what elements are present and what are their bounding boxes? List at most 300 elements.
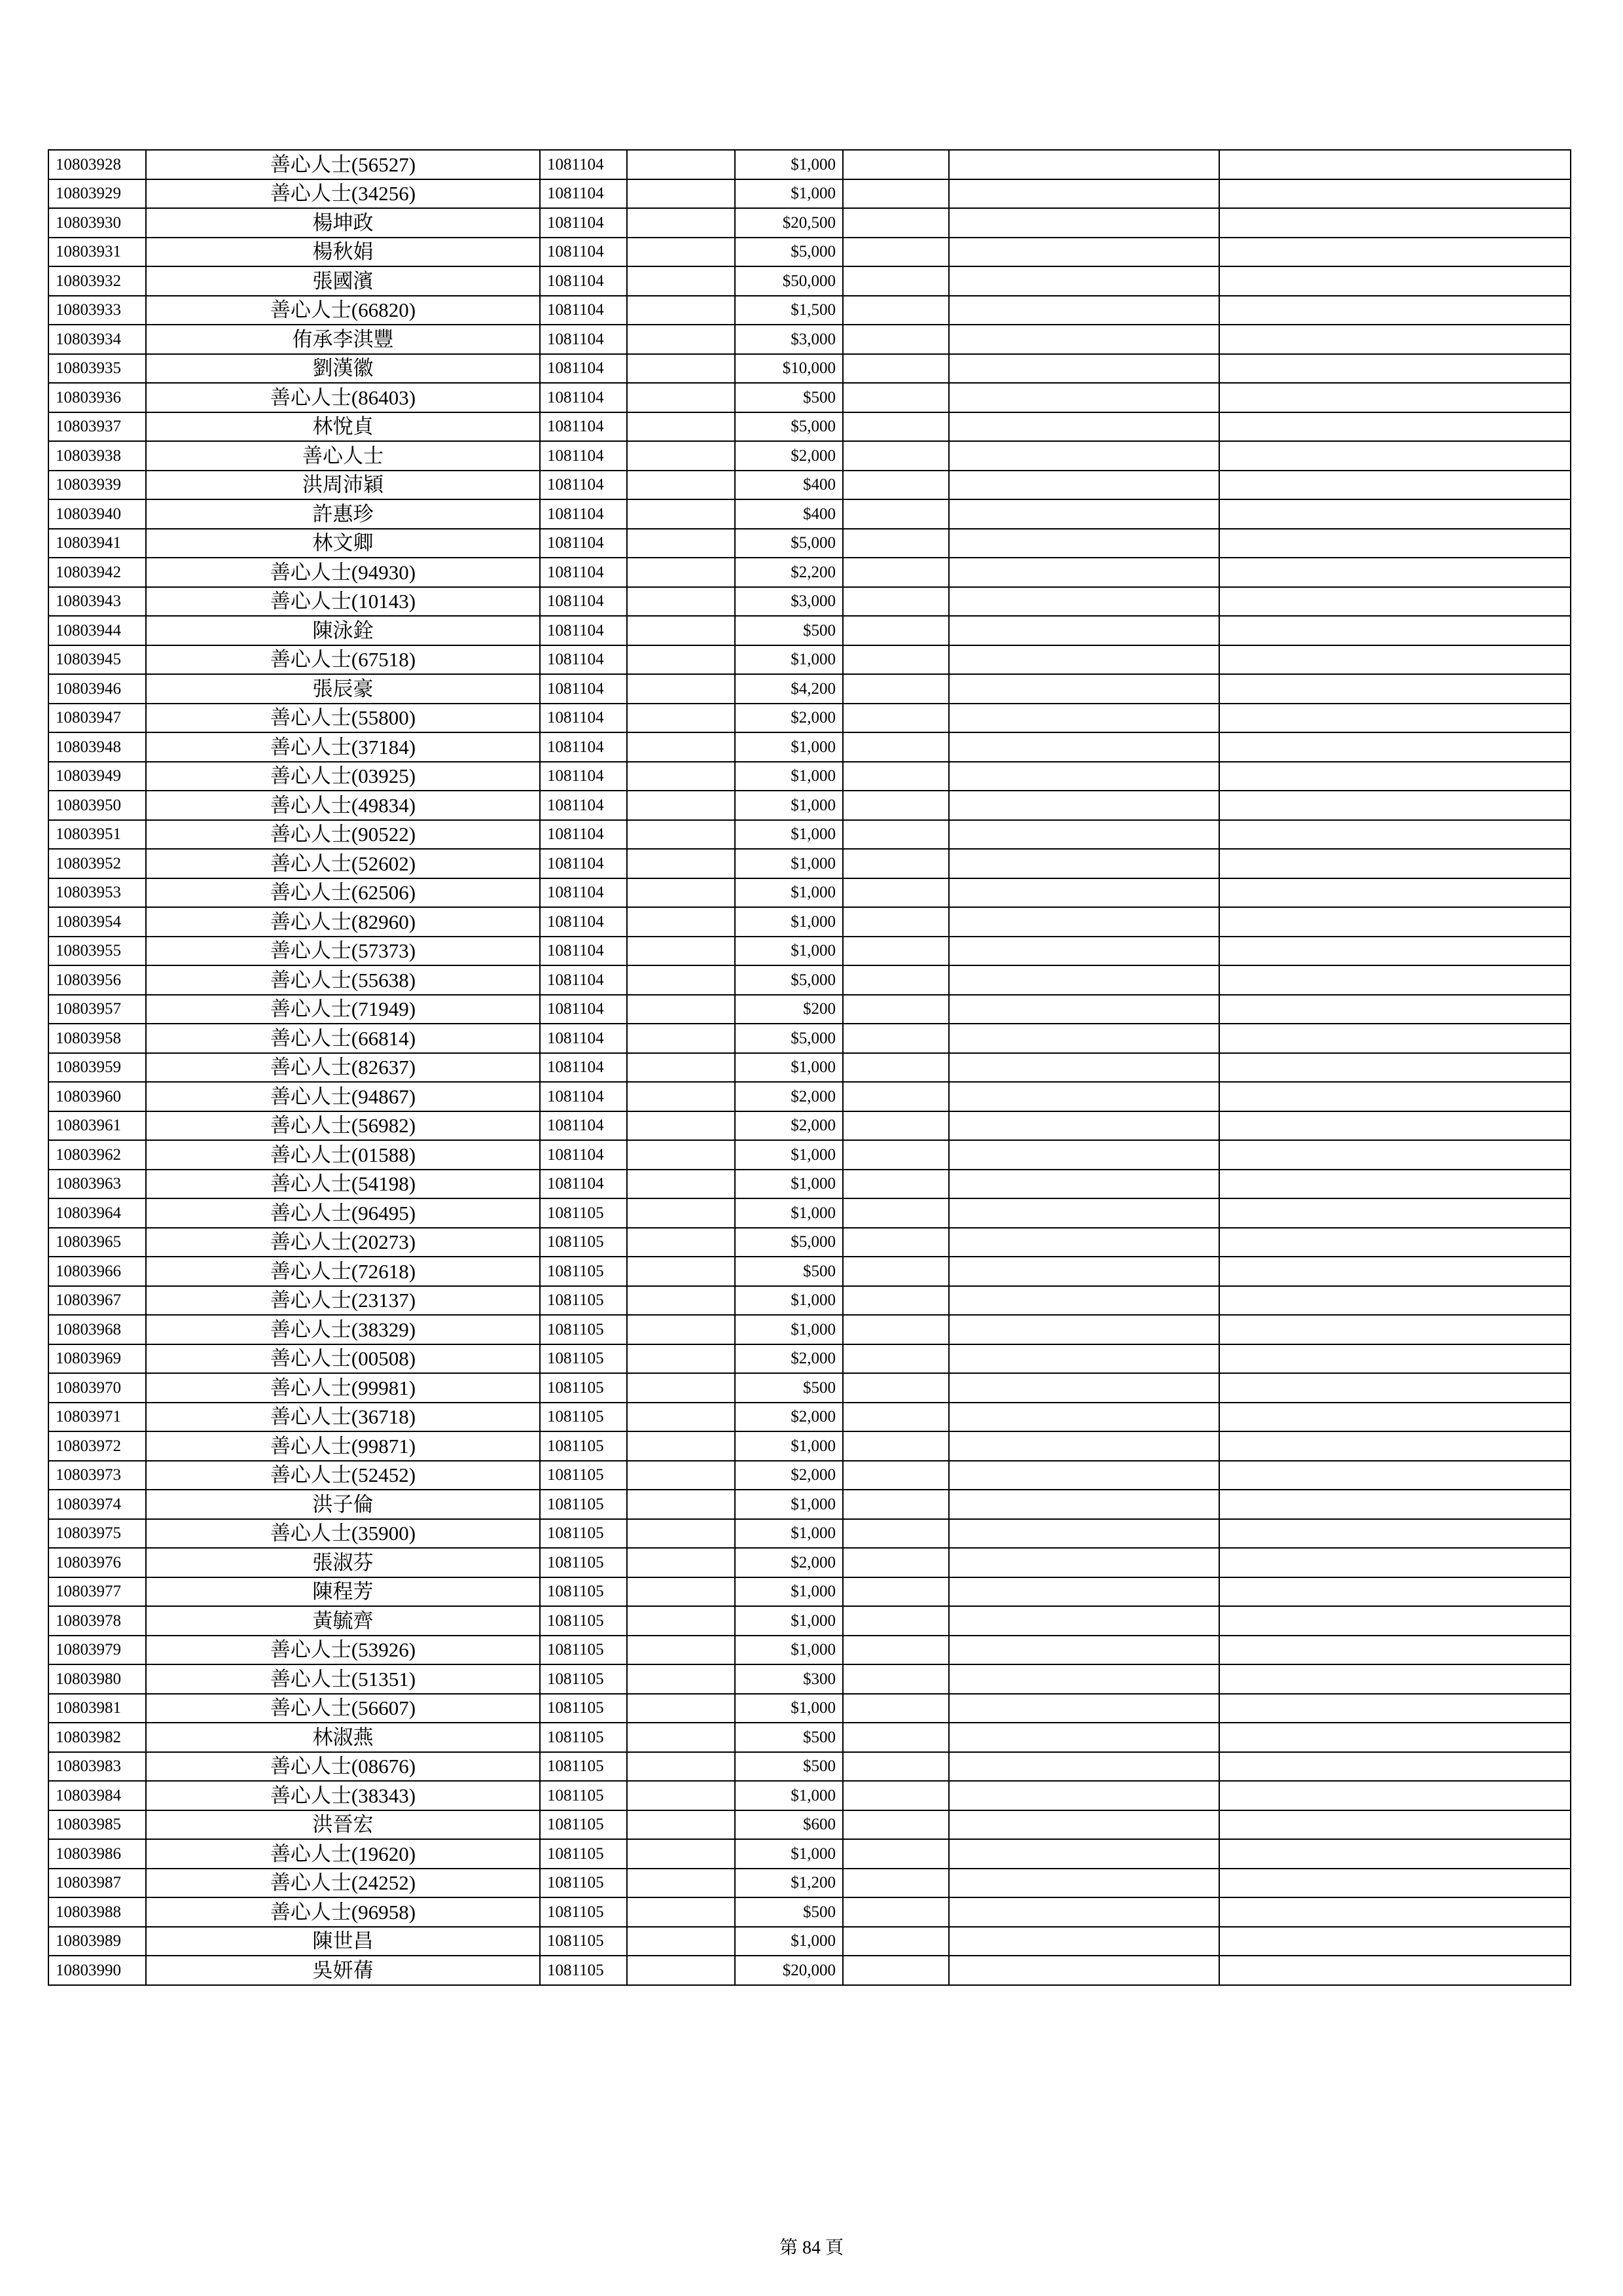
donation-amount: $400 — [735, 499, 843, 529]
blank-cell — [949, 732, 1219, 762]
blank-cell — [1219, 1198, 1571, 1228]
donation-amount: $1,500 — [735, 296, 843, 325]
receipt-number: 10803988 — [48, 1897, 146, 1927]
donation-date: 1081105 — [540, 1228, 627, 1257]
blank-cell — [1219, 1723, 1571, 1752]
donation-amount: $2,000 — [735, 704, 843, 733]
blank-cell — [627, 995, 735, 1024]
blank-cell — [1219, 1082, 1571, 1111]
donor-name: 林文卿 — [146, 529, 540, 558]
blank-cell — [843, 412, 949, 442]
donation-amount: $2,000 — [735, 1461, 843, 1490]
blank-cell — [1219, 1344, 1571, 1374]
blank-cell — [843, 208, 949, 238]
blank-cell — [949, 1053, 1219, 1083]
blank-cell — [843, 1839, 949, 1869]
blank-cell — [843, 1403, 949, 1432]
blank-cell — [627, 1228, 735, 1257]
donation-date: 1081105 — [540, 1956, 627, 1985]
donation-date: 1081105 — [540, 1577, 627, 1607]
blank-cell — [949, 1869, 1219, 1898]
blank-cell — [627, 412, 735, 442]
blank-cell — [949, 1403, 1219, 1432]
blank-cell — [1219, 1927, 1571, 1956]
blank-cell — [627, 1257, 735, 1286]
donation-amount: $1,000 — [735, 1431, 843, 1461]
blank-cell — [627, 849, 735, 878]
table-row — [48, 1897, 1571, 1927]
table-row — [48, 499, 1571, 529]
blank-cell — [627, 471, 735, 500]
blank-cell — [627, 937, 735, 966]
table-row — [48, 1694, 1571, 1723]
donation-date: 1081105 — [540, 1257, 627, 1286]
blank-cell — [1219, 732, 1571, 762]
blank-cell — [949, 995, 1219, 1024]
blank-cell — [949, 907, 1219, 937]
donation-date: 1081104 — [540, 1170, 627, 1199]
blank-cell — [843, 354, 949, 384]
blank-cell — [627, 383, 735, 412]
blank-cell — [843, 704, 949, 733]
blank-cell — [627, 1315, 735, 1344]
donor-name: 善心人士(38329) — [146, 1315, 540, 1344]
blank-cell — [1219, 1897, 1571, 1927]
donation-date: 1081105 — [540, 1198, 627, 1228]
donor-name: 善心人士(08676) — [146, 1752, 540, 1782]
blank-cell — [949, 645, 1219, 675]
blank-cell — [949, 1024, 1219, 1053]
blank-cell — [627, 1053, 735, 1083]
blank-cell — [627, 762, 735, 791]
blank-cell — [627, 1897, 735, 1927]
donation-amount: $1,000 — [735, 820, 843, 850]
table-row — [48, 1053, 1571, 1083]
blank-cell — [949, 499, 1219, 529]
donation-amount: $1,000 — [735, 762, 843, 791]
receipt-number: 10803974 — [48, 1490, 146, 1519]
table-row — [48, 1723, 1571, 1752]
donor-name: 善心人士(54198) — [146, 1170, 540, 1199]
receipt-number: 10803962 — [48, 1140, 146, 1170]
blank-cell — [843, 1752, 949, 1782]
table-row — [48, 704, 1571, 733]
donation-amount: $1,000 — [735, 1577, 843, 1607]
donation-amount: $5,000 — [735, 412, 843, 442]
blank-cell — [949, 616, 1219, 645]
blank-cell — [1219, 1781, 1571, 1810]
donor-name: 善心人士(96495) — [146, 1198, 540, 1228]
blank-cell — [949, 1927, 1219, 1956]
donation-date: 1081104 — [540, 587, 627, 617]
table-row — [48, 820, 1571, 850]
donation-date: 1081105 — [540, 1897, 627, 1927]
blank-cell — [843, 645, 949, 675]
blank-cell — [1219, 1373, 1571, 1403]
donation-amount: $1,000 — [735, 1606, 843, 1636]
donation-date: 1081104 — [540, 150, 627, 179]
blank-cell — [1219, 1490, 1571, 1519]
receipt-number: 10803965 — [48, 1228, 146, 1257]
donor-name: 善心人士(37184) — [146, 732, 540, 762]
donor-name: 善心人士(86403) — [146, 383, 540, 412]
donation-date: 1081105 — [540, 1636, 627, 1665]
blank-cell — [627, 1286, 735, 1316]
blank-cell — [1219, 1636, 1571, 1665]
donor-name: 善心人士(94867) — [146, 1082, 540, 1111]
donation-date: 1081105 — [540, 1344, 627, 1374]
donor-name: 林悅貞 — [146, 412, 540, 442]
blank-cell — [843, 1694, 949, 1723]
table-row — [48, 558, 1571, 587]
table-row — [48, 1198, 1571, 1228]
donation-amount: $500 — [735, 1752, 843, 1782]
blank-cell — [1219, 150, 1571, 179]
blank-cell — [1219, 1315, 1571, 1344]
donation-date: 1081104 — [540, 1140, 627, 1170]
receipt-number: 10803950 — [48, 791, 146, 820]
blank-cell — [627, 1461, 735, 1490]
blank-cell — [843, 1636, 949, 1665]
donor-name: 善心人士(24252) — [146, 1869, 540, 1898]
donation-date: 1081105 — [540, 1315, 627, 1344]
blank-cell — [843, 1053, 949, 1083]
blank-cell — [843, 1781, 949, 1810]
blank-cell — [949, 1170, 1219, 1199]
blank-cell — [1219, 558, 1571, 587]
blank-cell — [1219, 965, 1571, 995]
table-row — [48, 1170, 1571, 1199]
blank-cell — [843, 1577, 949, 1607]
table-row — [48, 1490, 1571, 1519]
blank-cell — [843, 499, 949, 529]
donor-name: 善心人士(62506) — [146, 878, 540, 908]
receipt-number: 10803982 — [48, 1723, 146, 1752]
blank-cell — [949, 1577, 1219, 1607]
blank-cell — [627, 791, 735, 820]
donation-amount: $4,200 — [735, 674, 843, 704]
table-row — [48, 1286, 1571, 1316]
receipt-number: 10803970 — [48, 1373, 146, 1403]
receipt-number: 10803939 — [48, 471, 146, 500]
blank-cell — [843, 1810, 949, 1840]
donation-date: 1081104 — [540, 995, 627, 1024]
table-row — [48, 645, 1571, 675]
donation-amount: $1,000 — [735, 1781, 843, 1810]
blank-cell — [949, 1111, 1219, 1141]
donor-name: 善心人士(52452) — [146, 1461, 540, 1490]
receipt-number: 10803978 — [48, 1606, 146, 1636]
blank-cell — [843, 674, 949, 704]
donation-amount: $50,000 — [735, 266, 843, 296]
blank-cell — [949, 1228, 1219, 1257]
table-row — [48, 791, 1571, 820]
table-row — [48, 1606, 1571, 1636]
donation-amount: $5,000 — [735, 238, 843, 267]
blank-cell — [843, 179, 949, 209]
donor-name: 善心人士(53926) — [146, 1636, 540, 1665]
blank-cell — [1219, 1869, 1571, 1898]
blank-cell — [949, 820, 1219, 850]
donor-name: 許惠珍 — [146, 499, 540, 529]
donation-date: 1081104 — [540, 383, 627, 412]
blank-cell — [949, 1140, 1219, 1170]
receipt-number: 10803938 — [48, 441, 146, 471]
blank-cell — [627, 150, 735, 179]
blank-cell — [843, 1956, 949, 1985]
blank-cell — [843, 1082, 949, 1111]
table-row — [48, 1461, 1571, 1490]
donor-name: 善心人士(56607) — [146, 1694, 540, 1723]
donation-amount: $1,000 — [735, 1636, 843, 1665]
donor-name: 善心人士(66814) — [146, 1024, 540, 1053]
blank-cell — [627, 1839, 735, 1869]
receipt-number: 10803956 — [48, 965, 146, 995]
receipt-number: 10803977 — [48, 1577, 146, 1607]
blank-cell — [1219, 674, 1571, 704]
donation-date: 1081104 — [540, 616, 627, 645]
donation-date: 1081105 — [540, 1810, 627, 1840]
blank-cell — [949, 1723, 1219, 1752]
blank-cell — [949, 383, 1219, 412]
blank-cell — [627, 529, 735, 558]
donation-table — [48, 149, 1571, 1986]
receipt-number: 10803957 — [48, 995, 146, 1024]
blank-cell — [1219, 1548, 1571, 1577]
table-row — [48, 1344, 1571, 1374]
receipt-number: 10803932 — [48, 266, 146, 296]
table-row — [48, 1577, 1571, 1607]
blank-cell — [949, 791, 1219, 820]
blank-cell — [627, 1752, 735, 1782]
donor-name: 陳世昌 — [146, 1927, 540, 1956]
blank-cell — [949, 1897, 1219, 1927]
blank-cell — [949, 1664, 1219, 1694]
blank-cell — [843, 878, 949, 908]
donation-date: 1081104 — [540, 208, 627, 238]
blank-cell — [1219, 820, 1571, 850]
receipt-number: 10803983 — [48, 1752, 146, 1782]
blank-cell — [627, 704, 735, 733]
donor-name: 善心人士(57373) — [146, 937, 540, 966]
blank-cell — [1219, 354, 1571, 384]
donation-amount: $1,000 — [735, 732, 843, 762]
blank-cell — [843, 995, 949, 1024]
donation-date: 1081104 — [540, 354, 627, 384]
donor-name: 張辰豪 — [146, 674, 540, 704]
blank-cell — [1219, 1694, 1571, 1723]
table-row — [48, 412, 1571, 442]
blank-cell — [627, 208, 735, 238]
blank-cell — [1219, 499, 1571, 529]
donation-amount: $2,200 — [735, 558, 843, 587]
blank-cell — [843, 1198, 949, 1228]
blank-cell — [627, 499, 735, 529]
table-row — [48, 616, 1571, 645]
donation-amount: $1,000 — [735, 1519, 843, 1549]
receipt-number: 10803946 — [48, 674, 146, 704]
blank-cell — [949, 1548, 1219, 1577]
blank-cell — [1219, 878, 1571, 908]
table-row — [48, 179, 1571, 209]
donation-amount: $1,000 — [735, 791, 843, 820]
receipt-number: 10803967 — [48, 1286, 146, 1316]
blank-cell — [843, 1897, 949, 1927]
donation-amount: $500 — [735, 1373, 843, 1403]
blank-cell — [1219, 587, 1571, 617]
blank-cell — [627, 1956, 735, 1985]
donation-date: 1081105 — [540, 1781, 627, 1810]
donation-date: 1081104 — [540, 762, 627, 791]
receipt-number: 10803936 — [48, 383, 146, 412]
blank-cell — [627, 296, 735, 325]
receipt-number: 10803986 — [48, 1839, 146, 1869]
blank-cell — [949, 849, 1219, 878]
donor-name: 善心人士(82637) — [146, 1053, 540, 1083]
receipt-number: 10803976 — [48, 1548, 146, 1577]
blank-cell — [1219, 325, 1571, 354]
donor-name: 吳妍蒨 — [146, 1956, 540, 1985]
donation-date: 1081104 — [540, 849, 627, 878]
receipt-number: 10803959 — [48, 1053, 146, 1083]
blank-cell — [843, 529, 949, 558]
table-row — [48, 762, 1571, 791]
table-row — [48, 1315, 1571, 1344]
donation-date: 1081105 — [540, 1548, 627, 1577]
blank-cell — [627, 587, 735, 617]
receipt-number: 10803981 — [48, 1694, 146, 1723]
blank-cell — [1219, 412, 1571, 442]
receipt-number: 10803934 — [48, 325, 146, 354]
table-row — [48, 965, 1571, 995]
table-row — [48, 1839, 1571, 1869]
receipt-number: 10803953 — [48, 878, 146, 908]
page-number: 第 84 頁 — [779, 2238, 844, 2258]
blank-cell — [1219, 1752, 1571, 1782]
donor-name: 善心人士(94930) — [146, 558, 540, 587]
donor-name: 善心人士(55800) — [146, 704, 540, 733]
donor-name: 林淑燕 — [146, 1723, 540, 1752]
blank-cell — [1219, 266, 1571, 296]
receipt-number: 10803964 — [48, 1198, 146, 1228]
donor-name: 楊坤政 — [146, 208, 540, 238]
blank-cell — [1219, 1111, 1571, 1141]
blank-cell — [949, 937, 1219, 966]
receipt-number: 10803984 — [48, 1781, 146, 1810]
blank-cell — [627, 1082, 735, 1111]
blank-cell — [627, 907, 735, 937]
receipt-number: 10803975 — [48, 1519, 146, 1549]
blank-cell — [1219, 1403, 1571, 1432]
blank-cell — [949, 1606, 1219, 1636]
donor-name: 善心人士(71949) — [146, 995, 540, 1024]
receipt-number: 10803935 — [48, 354, 146, 384]
blank-cell — [843, 1257, 949, 1286]
blank-cell — [949, 1490, 1219, 1519]
table-row — [48, 383, 1571, 412]
donation-amount: $1,000 — [735, 1198, 843, 1228]
donation-amount: $2,000 — [735, 1344, 843, 1374]
donation-amount: $500 — [735, 1723, 843, 1752]
blank-cell — [1219, 296, 1571, 325]
donation-amount: $20,000 — [735, 1956, 843, 1985]
blank-cell — [843, 325, 949, 354]
blank-cell — [627, 1111, 735, 1141]
blank-cell — [843, 1344, 949, 1374]
donation-amount: $1,000 — [735, 849, 843, 878]
table-row — [48, 1869, 1571, 1898]
donor-name: 洪子倫 — [146, 1490, 540, 1519]
donation-amount: $1,200 — [735, 1869, 843, 1898]
receipt-number: 10803955 — [48, 937, 146, 966]
donation-date: 1081104 — [540, 412, 627, 442]
blank-cell — [949, 238, 1219, 267]
blank-cell — [1219, 1257, 1571, 1286]
table-row — [48, 441, 1571, 471]
donor-name: 張國濱 — [146, 266, 540, 296]
receipt-number: 10803971 — [48, 1403, 146, 1432]
donation-amount: $1,000 — [735, 937, 843, 966]
blank-cell — [627, 441, 735, 471]
receipt-number: 10803973 — [48, 1461, 146, 1490]
table-row — [48, 1140, 1571, 1170]
blank-cell — [843, 1431, 949, 1461]
table-body — [48, 150, 1571, 1985]
blank-cell — [843, 616, 949, 645]
donor-name: 洪晉宏 — [146, 1810, 540, 1840]
blank-cell — [627, 1577, 735, 1607]
donation-date: 1081104 — [540, 791, 627, 820]
blank-cell — [1219, 1170, 1571, 1199]
donation-date: 1081104 — [540, 645, 627, 675]
receipt-number: 10803952 — [48, 849, 146, 878]
receipt-number: 10803987 — [48, 1869, 146, 1898]
blank-cell — [949, 1431, 1219, 1461]
blank-cell — [949, 325, 1219, 354]
donation-date: 1081105 — [540, 1694, 627, 1723]
donor-name: 善心人士(34256) — [146, 179, 540, 209]
blank-cell — [627, 820, 735, 850]
blank-cell — [843, 238, 949, 267]
blank-cell — [1219, 529, 1571, 558]
donation-date: 1081105 — [540, 1752, 627, 1782]
donation-amount: $1,000 — [735, 1490, 843, 1519]
receipt-number: 10803985 — [48, 1810, 146, 1840]
receipt-number: 10803989 — [48, 1927, 146, 1956]
blank-cell — [627, 1810, 735, 1840]
donation-date: 1081104 — [540, 1111, 627, 1141]
blank-cell — [843, 1869, 949, 1898]
blank-cell — [627, 1636, 735, 1665]
donor-name: 善心人士(01588) — [146, 1140, 540, 1170]
blank-cell — [949, 1461, 1219, 1490]
blank-cell — [843, 849, 949, 878]
blank-cell — [1219, 791, 1571, 820]
donation-amount: $2,000 — [735, 1548, 843, 1577]
receipt-number: 10803949 — [48, 762, 146, 791]
donation-date: 1081104 — [540, 296, 627, 325]
table-row — [48, 208, 1571, 238]
donation-date: 1081104 — [540, 238, 627, 267]
donation-amount: $2,000 — [735, 1403, 843, 1432]
donor-name: 善心人士(10143) — [146, 587, 540, 617]
donation-date: 1081105 — [540, 1519, 627, 1549]
donation-date: 1081105 — [540, 1490, 627, 1519]
blank-cell — [949, 762, 1219, 791]
blank-cell — [843, 1927, 949, 1956]
blank-cell — [627, 645, 735, 675]
donation-amount: $5,000 — [735, 529, 843, 558]
